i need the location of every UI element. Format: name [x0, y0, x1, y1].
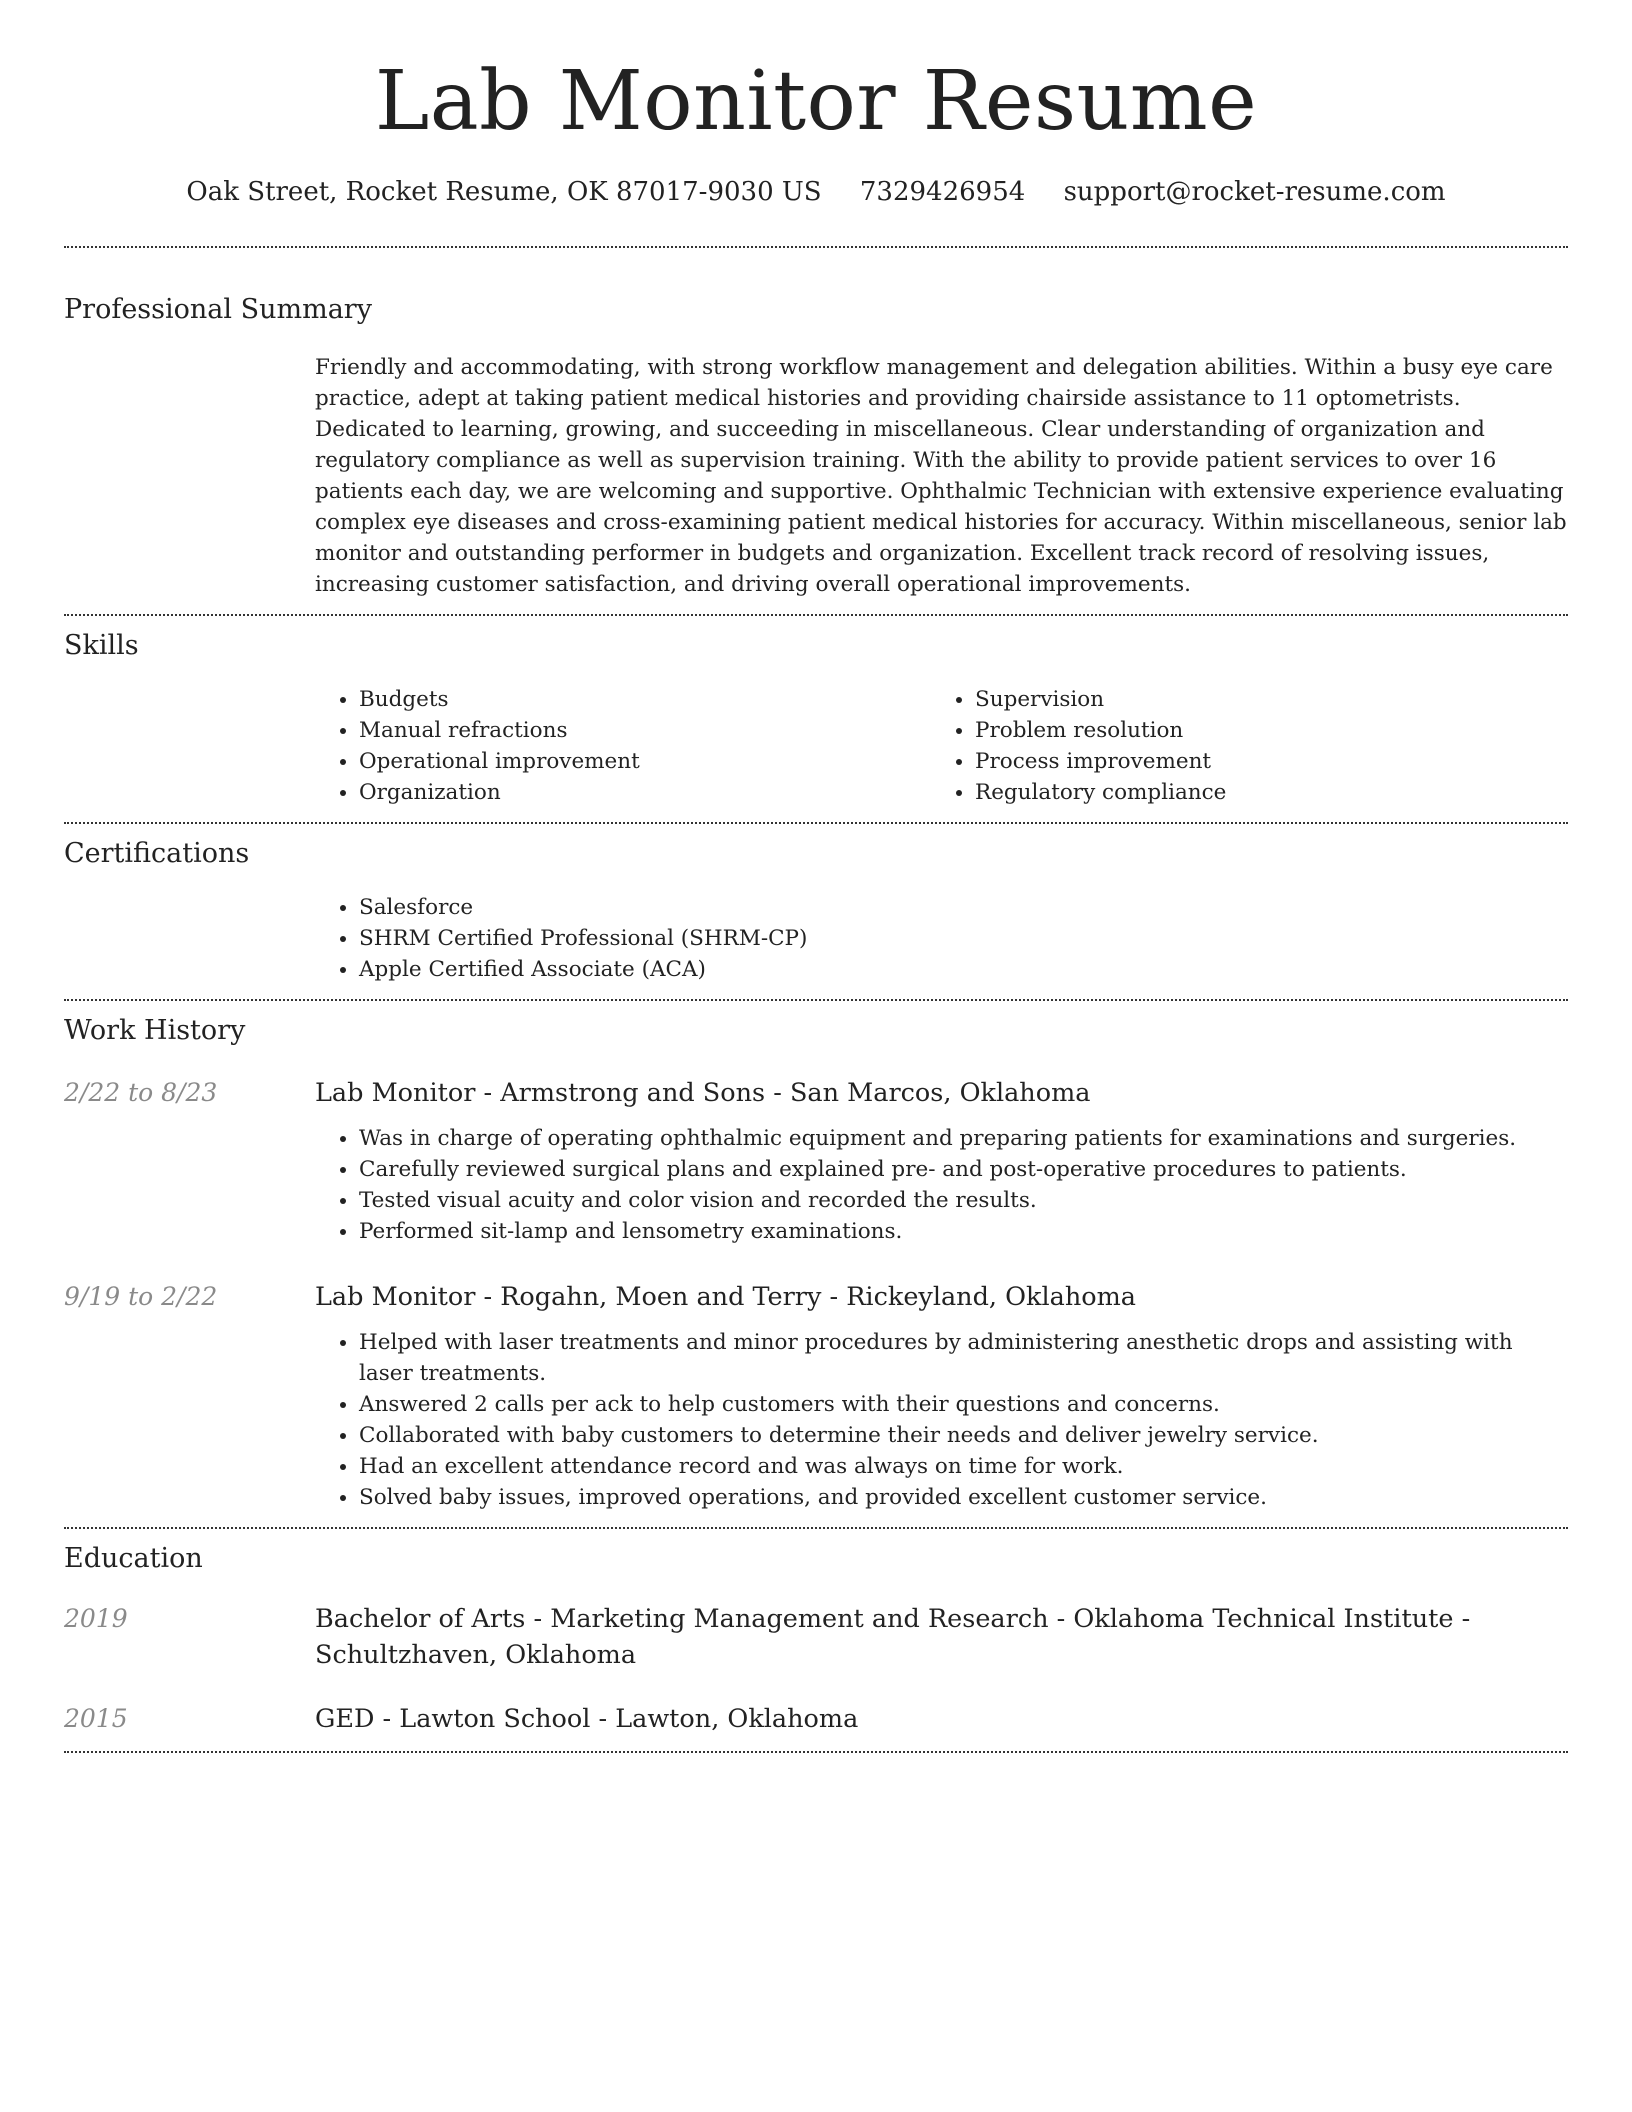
skill-item: • Supervision — [975, 684, 1547, 715]
education-entry — [64, 1701, 1568, 1751]
job-entry — [64, 1075, 1568, 1247]
skill-item: • Regulatory compliance — [975, 777, 1547, 808]
certifications-section — [64, 824, 1568, 999]
job-dates: 2/22 to 8/23 — [64, 1078, 218, 1107]
education-details: GED - Lawton School - Lawton, Oklahoma — [315, 1704, 859, 1734]
skills-column-left — [315, 684, 931, 808]
job-bullet: • Helped with laser treatments and minor procedures by administering anesthetic drops and assisting with laser treatments. — [359, 1327, 1568, 1389]
job-bullet: • Solved baby issues, improved operations, and provided excellent customer service. — [359, 1482, 1568, 1513]
contact-phone: 7329426954 — [859, 177, 1026, 207]
skill-item: • Budgets — [359, 684, 931, 715]
work-history-heading: Work History — [64, 1015, 246, 1046]
skills-column-right — [931, 684, 1547, 808]
skill-item: • Problem resolution — [975, 715, 1547, 746]
job-bullets — [315, 1123, 1568, 1247]
job-bullet: • Carefully reviewed surgical plans and explained pre- and post-operative procedures to patients. — [359, 1154, 1568, 1185]
job-bullet: • Was in charge of operating ophthalmic equipment and preparing patients for examinations and surgeries. — [359, 1123, 1568, 1154]
skills-grid — [315, 684, 1568, 822]
contact-address: Oak Street, Rocket Resume, OK 87017-9030 US — [186, 177, 822, 207]
education-year: 2019 — [64, 1604, 128, 1633]
job-bullet: • Had an excellent attendance record and was always on time for work. — [359, 1451, 1568, 1482]
job-bullet: • Answered 2 calls per ack to help customers with their questions and concerns. — [359, 1389, 1568, 1420]
job-entry — [64, 1279, 1568, 1527]
education-year: 2015 — [64, 1704, 128, 1733]
contact-email: support@rocket-resume.com — [1063, 177, 1446, 207]
certifications-heading: Certifications — [64, 838, 250, 869]
section-divider — [64, 1751, 1568, 1753]
summary-heading: Professional Summary — [64, 294, 372, 325]
contact-line — [64, 174, 1568, 210]
skill-item: • Operational improvement — [359, 746, 931, 777]
education-section — [64, 1529, 1568, 1751]
resume-title: Lab Monitor Resume — [374, 54, 1258, 149]
skill-item: • Process improvement — [975, 746, 1547, 777]
summary-text: Friendly and accommodating, with strong workflow management and delegation abilities. Within a busy eye care practice, adept at taking patient medical histories and providing chairside assistance to 11 optometrists. Dedicated to learning, growing, and succeeding in miscellaneous. Clear understanding of organization and regulatory compliance as well as supervision training. With the ability to provide patient services to over 16 patients each day, we are welcoming and supportive. Ophthalmic Technician with extensive experience evaluating complex eye diseases and cross-examining patient medical histories for accuracy. Within miscellaneous, senior lab monitor and outstanding performer in budgets and organization. Excellent track record of resolving issues, increasing customer satisfaction, and driving overall operational improvements. — [315, 355, 1567, 597]
job-bullets — [315, 1327, 1568, 1513]
summary-section — [64, 248, 1568, 614]
work-history-section — [64, 1001, 1568, 1527]
certification-item: • SHRM Certified Professional (SHRM-CP) — [359, 923, 1568, 954]
job-bullet: • Performed sit-lamp and lensometry examinations. — [359, 1216, 1568, 1247]
skill-item: • Organization — [359, 777, 931, 808]
certifications-list — [315, 892, 1568, 999]
job-header: Lab Monitor - Rogahn, Moen and Terry - Rickeyland, Oklahoma — [315, 1282, 1137, 1312]
skills-section — [64, 616, 1568, 822]
job-dates: 9/19 to 2/22 — [64, 1282, 218, 1311]
education-details: Bachelor of Arts - Marketing Management and Research - Oklahoma Technical Institute - Schultzhaven, Oklahoma — [315, 1604, 1471, 1670]
job-bullet: • Tested visual acuity and color vision and recorded the results. — [359, 1185, 1568, 1216]
education-heading: Education — [64, 1543, 203, 1574]
certification-item: • Salesforce — [359, 892, 1568, 923]
skills-heading: Skills — [64, 630, 139, 661]
certification-item: • Apple Certified Associate (ACA) — [359, 954, 1568, 985]
skill-item: • Manual refractions — [359, 715, 931, 746]
job-header: Lab Monitor - Armstrong and Sons - San Marcos, Oklahoma — [315, 1078, 1091, 1108]
education-entry — [64, 1601, 1568, 1673]
job-bullet: • Collaborated with baby customers to determine their needs and deliver jewelry service. — [359, 1420, 1568, 1451]
